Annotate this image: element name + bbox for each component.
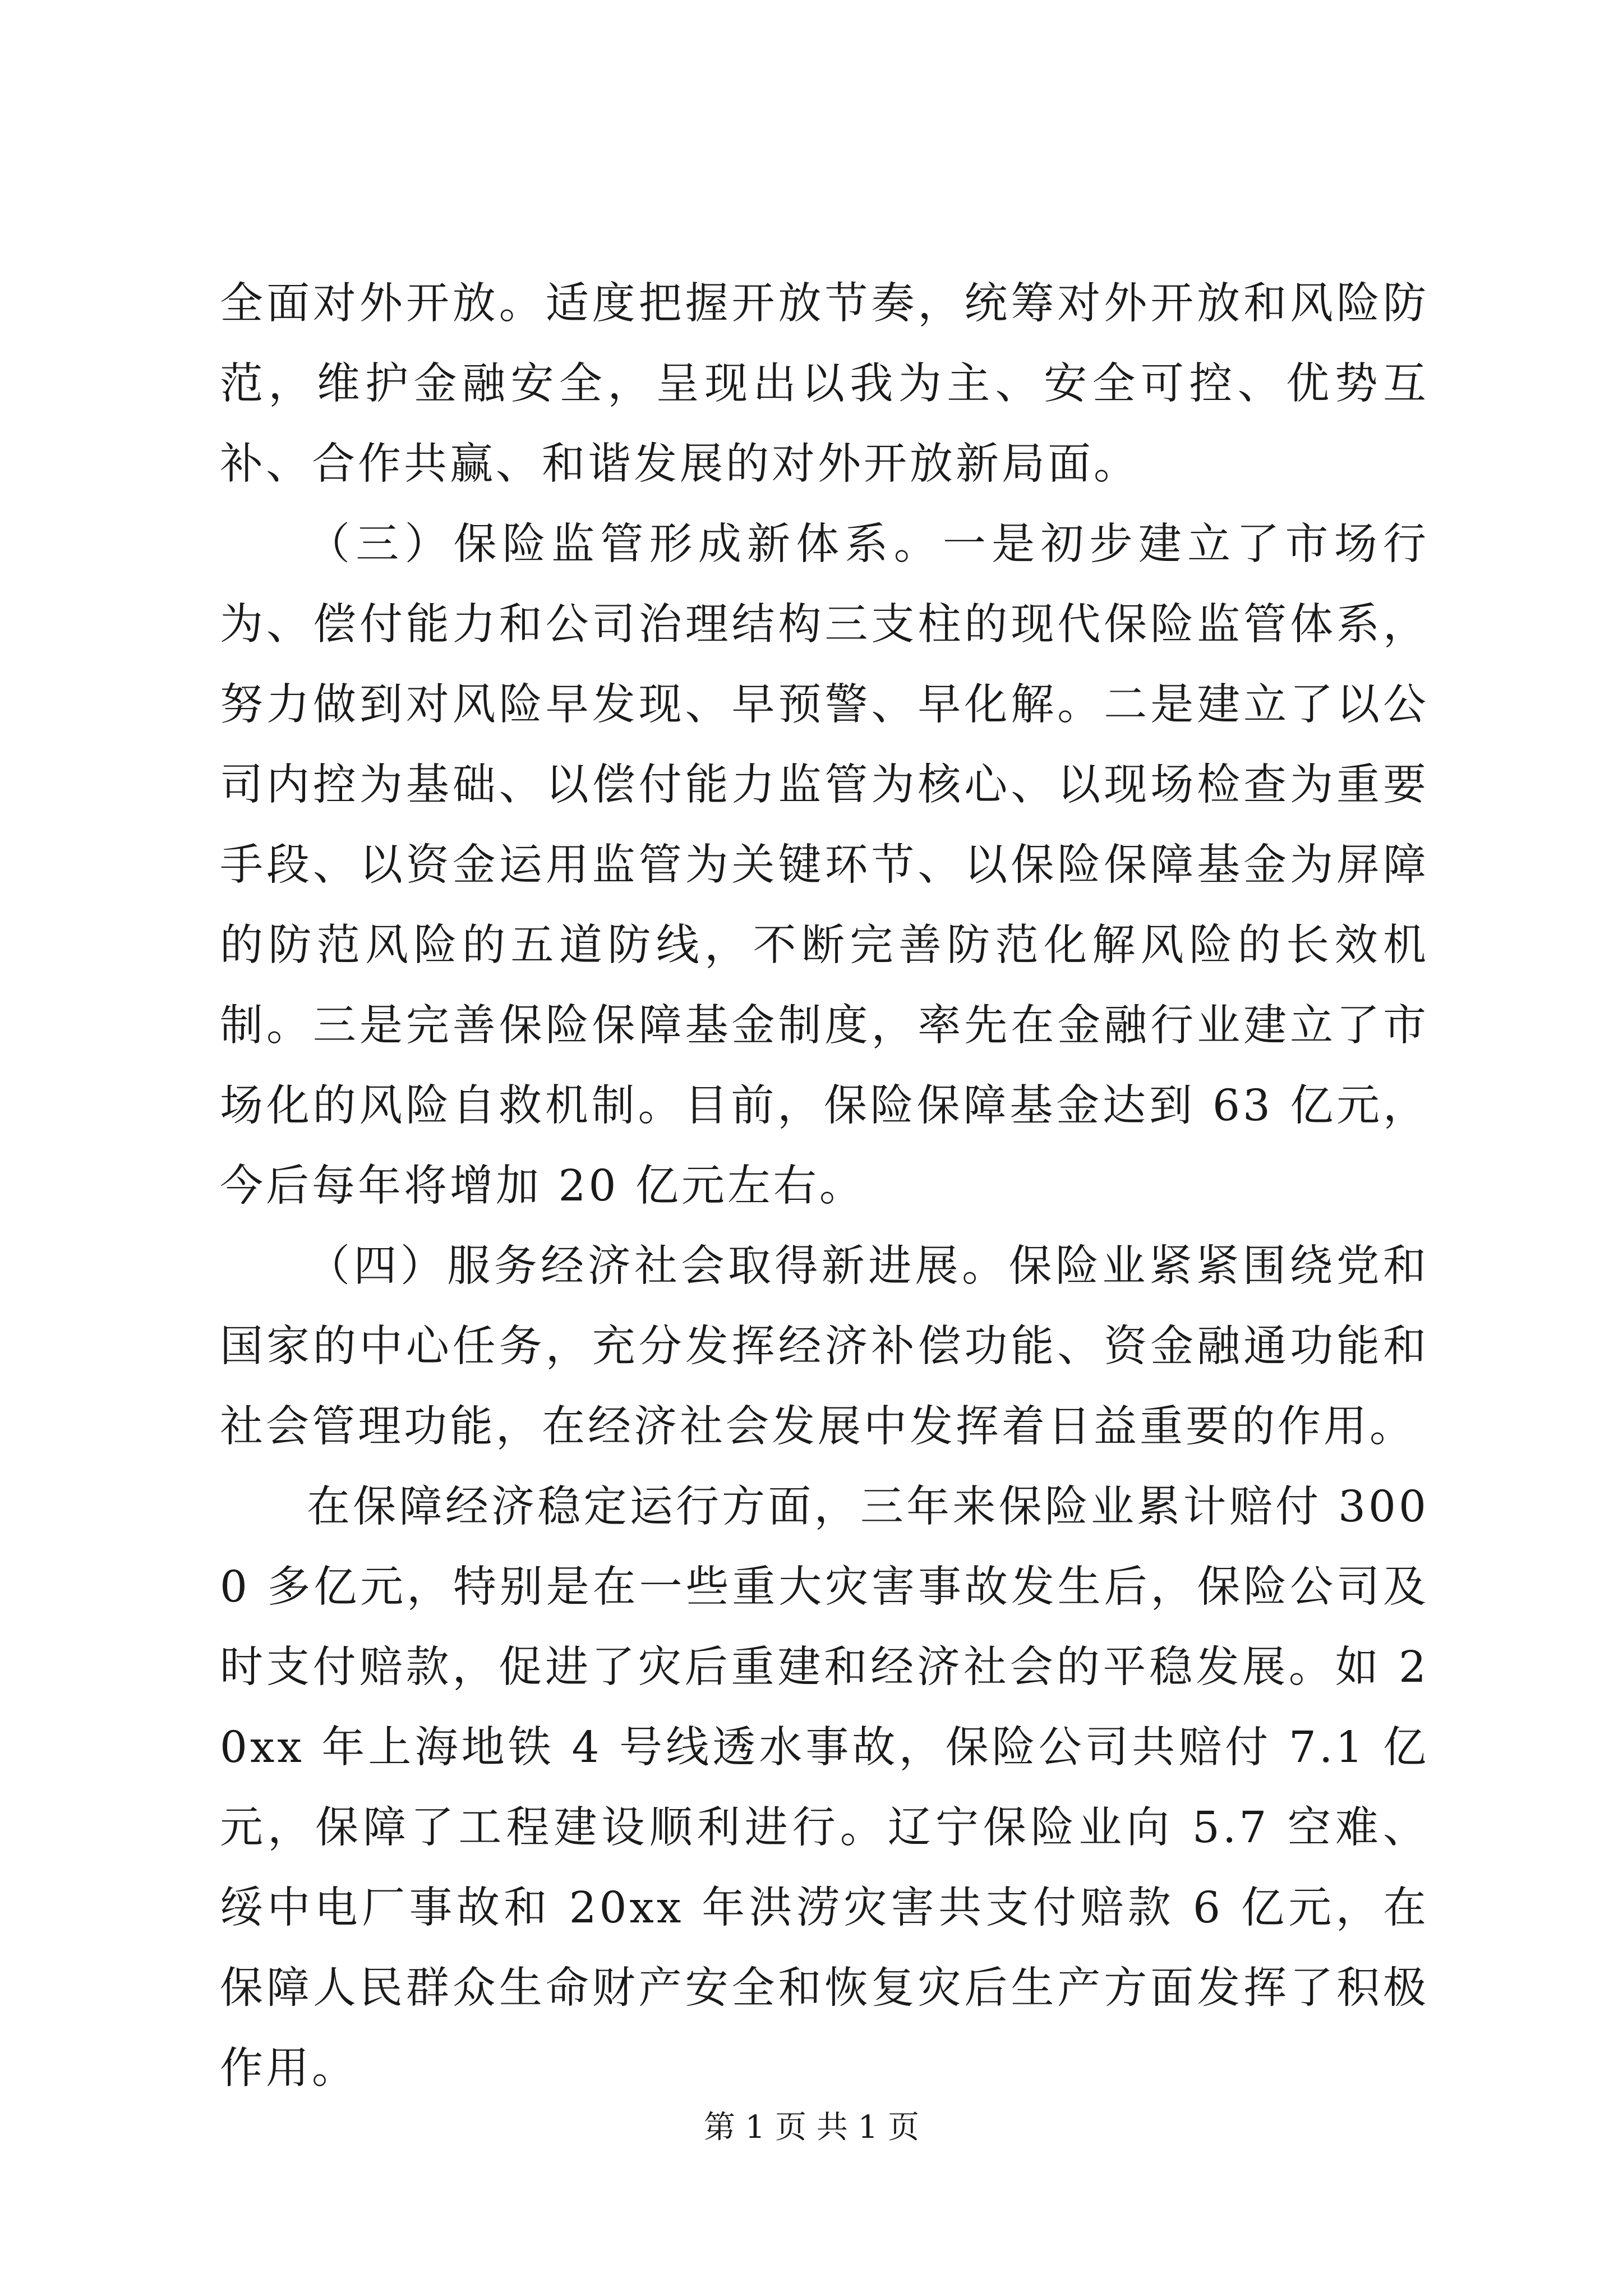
page-footer: 第 1 页 共 1 页 (703, 2109, 920, 2146)
document-body (220, 264, 1429, 2109)
paragraph-economic-stability: 在保障经济稳定运行方面，三年来保险业累计赔付 3000 多亿元，特别是在一些重大灾害事故发生后，保险公司及时支付赔款，促进了灾后重建和经济社会的平稳发展。如 20xx 年上海地铁 4 号线透水事故，保险公司共赔付 7.1 亿元，保障了工程建设顺利进行。辽宁保险业向 5.7 空难、绥中电厂事故和 20xx 年洪涝灾害共支付赔款 6 亿元，在保障人民群众生命财产安全和恢复灾后生产方面发挥了积极作用。 (220, 1482, 1429, 2093)
paragraph-insurance-supervision: （三）保险监管形成新体系。一是初步建立了市场行为、偿付能力和公司治理结构三支柱的现代保险监管体系，努力做到对风险早发现、早预警、早化解。二是建立了以公司内控为基础、以偿付能力监管为核心、以现场检查为重要手段、以资金运用监管为关键环节、以保险保障基金为屏障的防范风险的五道防线，不断完善防范化解风险的长效机制。三是完善保险保障基金制度，率先在金融行业建立了市场化的风险自救机制。目前，保险保障基金达到 63 亿元，今后每年将增加 20 亿元左右。 (220, 519, 1429, 1211)
paragraph-serving-economy: （四）服务经济社会取得新进展。保险业紧紧围绕党和国家的中心任务，充分发挥经济补偿功能、资金融通功能和社会管理功能，在经济社会发展中发挥着日益重要的作用。 (220, 1241, 1429, 1452)
paragraph-opening-continuation: 全面对外开放。适度把握开放节奏，统筹对外开放和风险防范，维护金融安全，呈现出以我为主、安全可控、优势互补、合作共赢、和谐发展的对外开放新局面。 (220, 279, 1429, 489)
